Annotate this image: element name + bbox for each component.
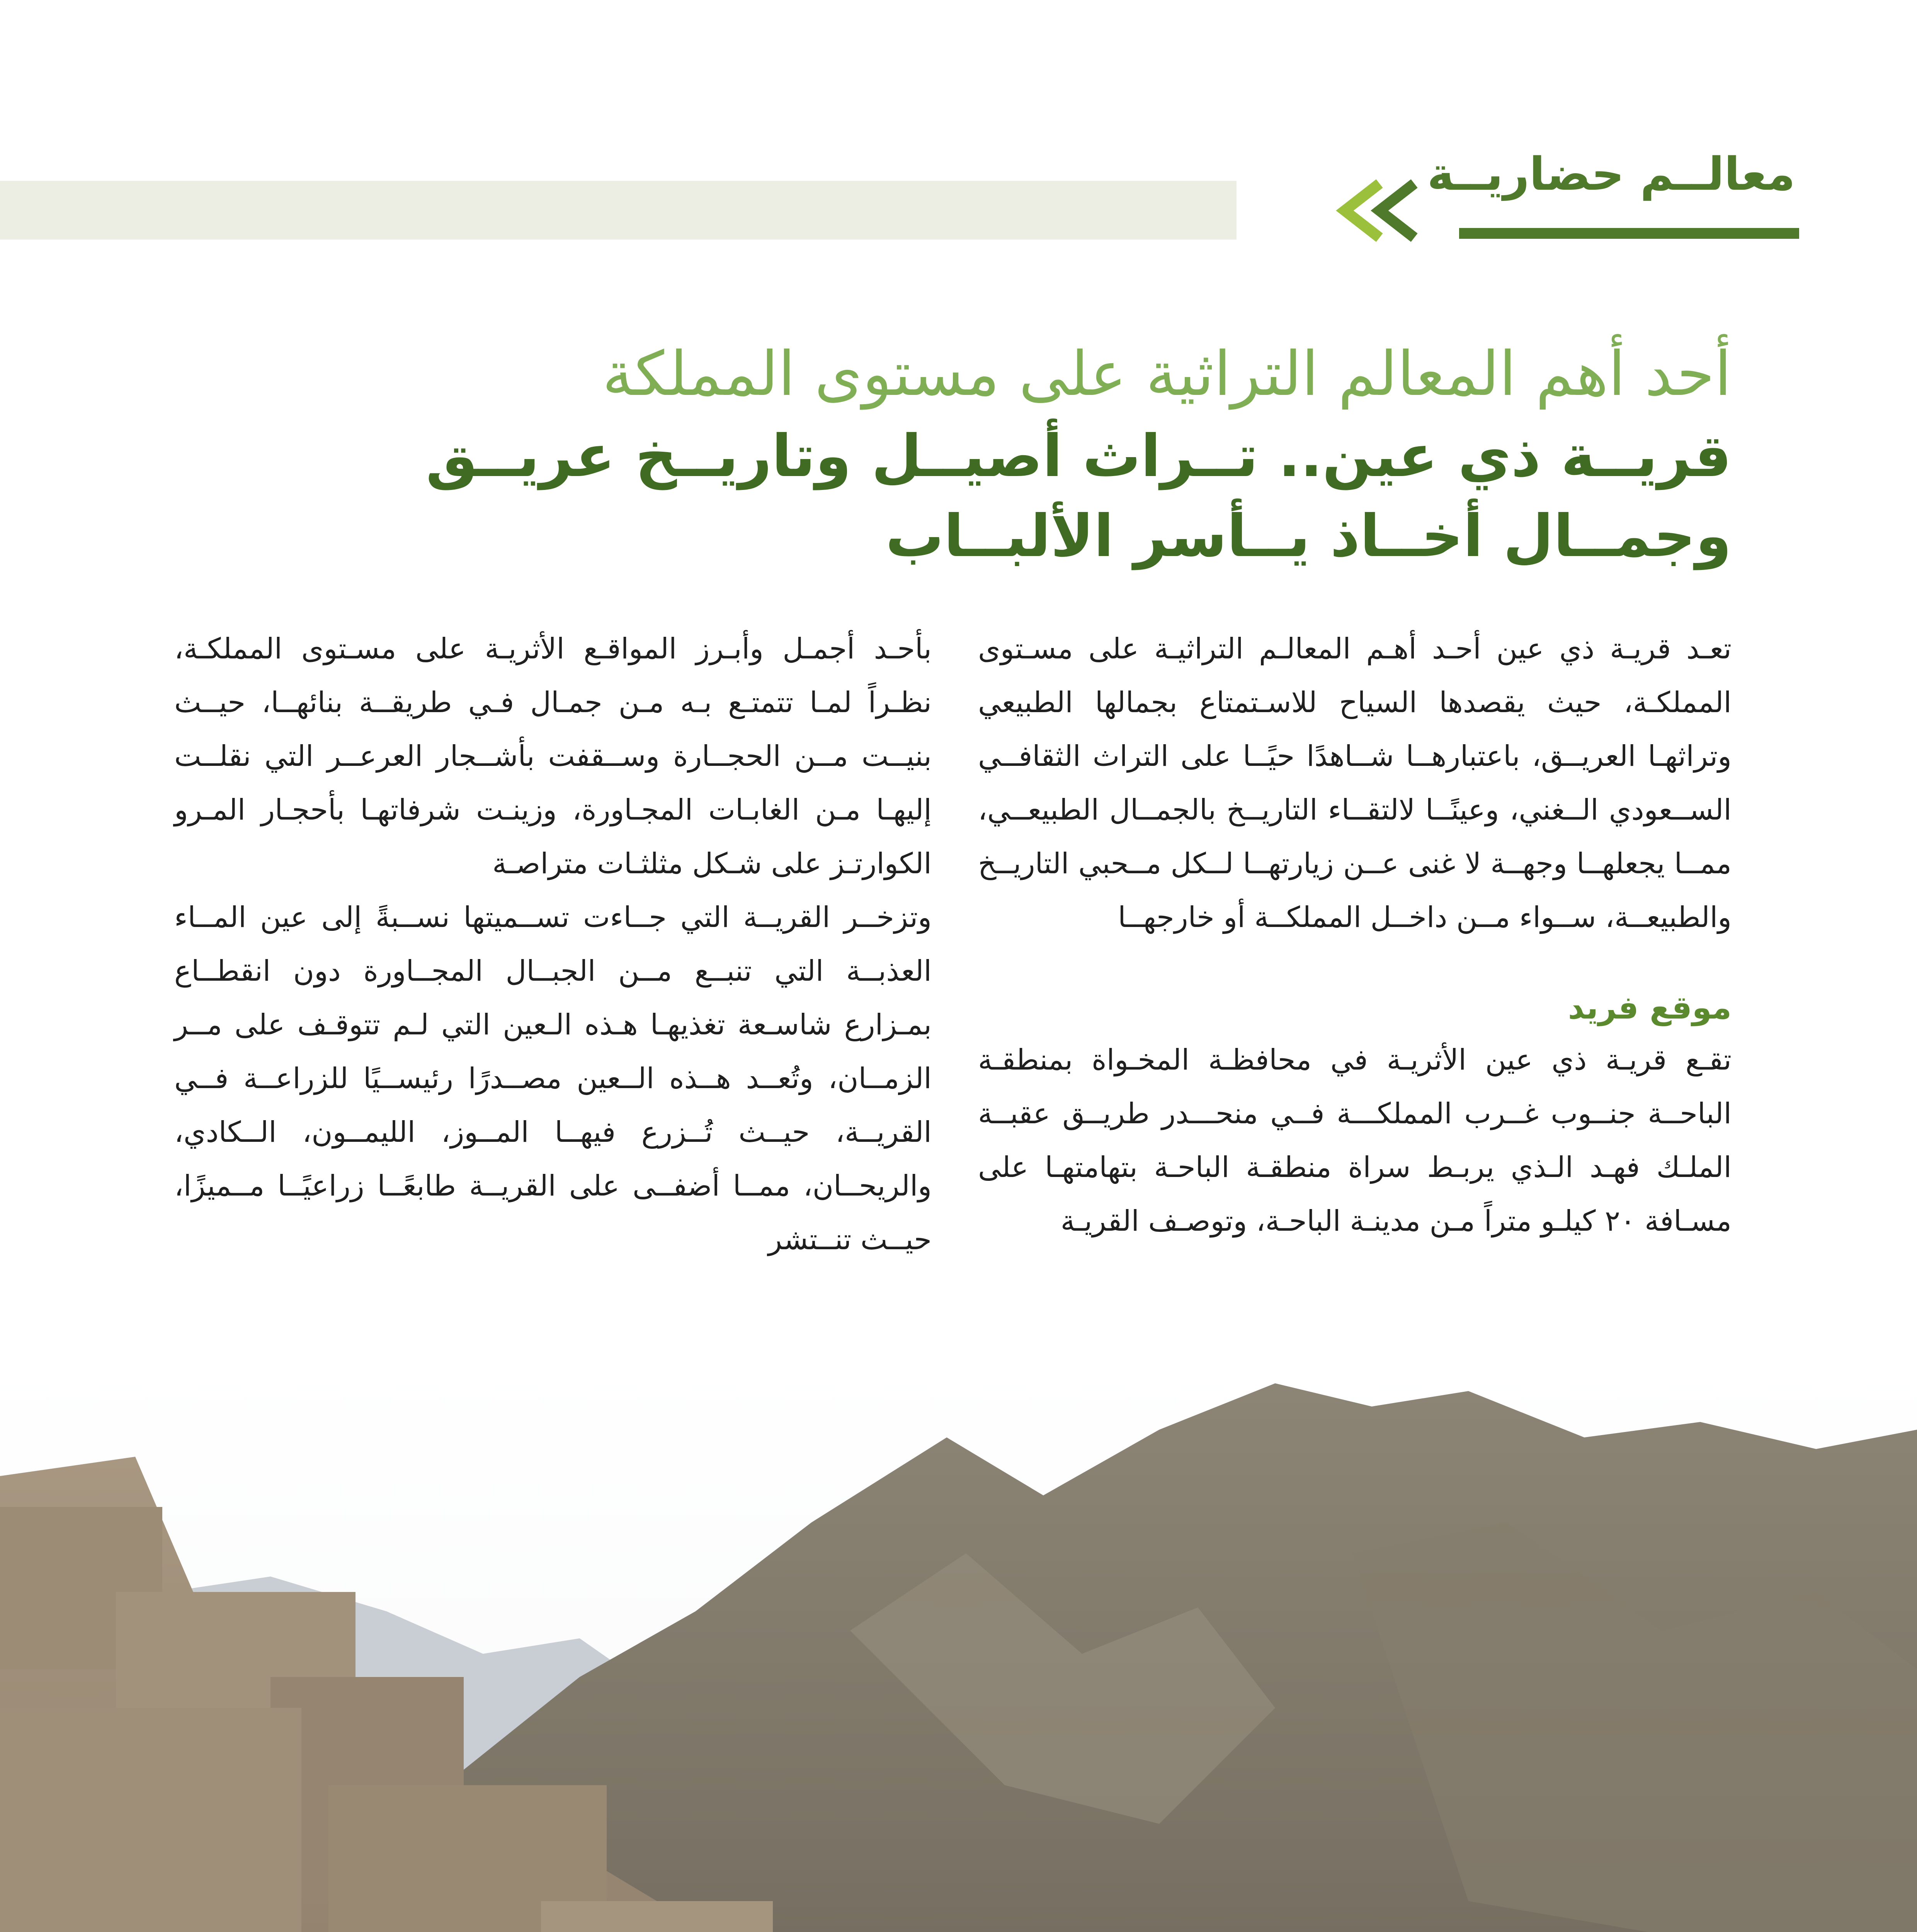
village-photo (0, 1360, 1917, 1932)
article-subtitle: أحد أهم المعالم التراثية على مستوى المملكة (602, 338, 1732, 410)
article-title: قريــة ذي عين.. تــراث أصيــل وتاريــخ عريــق وجمــال أخــاذ يــأسر الألبــاب (425, 422, 1732, 570)
spring-paragraph: وتزخــر القريــة التي جــاءت تســميتها نســبةً إلى عين المــاء العذبــة التي تنبــع مــن الجبــال المجــاورة دون انقطــاع بمـزارع شاسـعة تغذيهـا هـذه الـعين التي لـم تتوقـف على مــر الزمــان، وتُعــد هــذه الــعين مصــدرًا رئيســيًا للزراعــة فــي القريــة، حيــث تُــزرع فيهــا المــوز، الليمــون، الــكادي، والريحــان، ممــا أضفــى على القريــة طابعًــا زراعيًــا مــميزًا، حيــث تنــتشر (174, 901, 932, 1256)
article-column-right (978, 622, 1732, 1248)
header-band (0, 181, 1237, 240)
article-headline (186, 336, 1732, 577)
architecture-paragraph: بأحـد أجمـل وأبـرز المواقـع الأثريـة على مسـتوى المملكـة، نظـراً لمـا تتمتـع بـه مـن جمـال فـي طريقــة بنائهــا، حيــث بنيــت مــن الحجــارة وســقفت بأشــجار العرعــر التي نقلــت إليهـا مـن الغابـات المجـاورة، وزينـت شرفاتهـا بأحجـار المـرو الكوارتـز على شـكل مثلثـات متراصـة (174, 632, 932, 880)
location-subheading: موقع فريد (1568, 990, 1732, 1026)
article-column-left (174, 622, 932, 1267)
section-underline (1459, 228, 1799, 239)
location-paragraph: تقـع قريـة ذي عين الأثريـة في محافظـة المخـواة بمنطقـة الباحــة جنــوب غــرب المملكـــة فــي منحـــدر طريــق عقبــة الملـك فهـد الـذي يربـط سراة منطقـة الباحـة بتهامتهـا على مسـافة ٢٠ كيلـو متراً مـن مدينـة الباحـة، وتوصـف القريـة (978, 1043, 1732, 1238)
intro-paragraph: تعـد قريـة ذي عين أحـد أهـم المعالـم التراثيـة على مسـتوى المملكـة، حيث يقصدها السياح للاسـتمتاع بجمالها الطبيعي وتراثهـا العريــق، باعتبارهــا شــاهدًا حيًــا على التراث الثقافــي الســعودي الــغني، وعينًــا لالتقــاء التاريــخ بالجمــال الطبيعــي، ممــا يجعلهــا وجهــة لا غنى عــن زيارتهــا لــكل مــحبي التاريــخ والطبيعــة، ســواء مــن داخــل المملكــة أو خارجهــا (978, 632, 1732, 934)
section-title: معالــم حضاريــة (1427, 147, 1795, 201)
